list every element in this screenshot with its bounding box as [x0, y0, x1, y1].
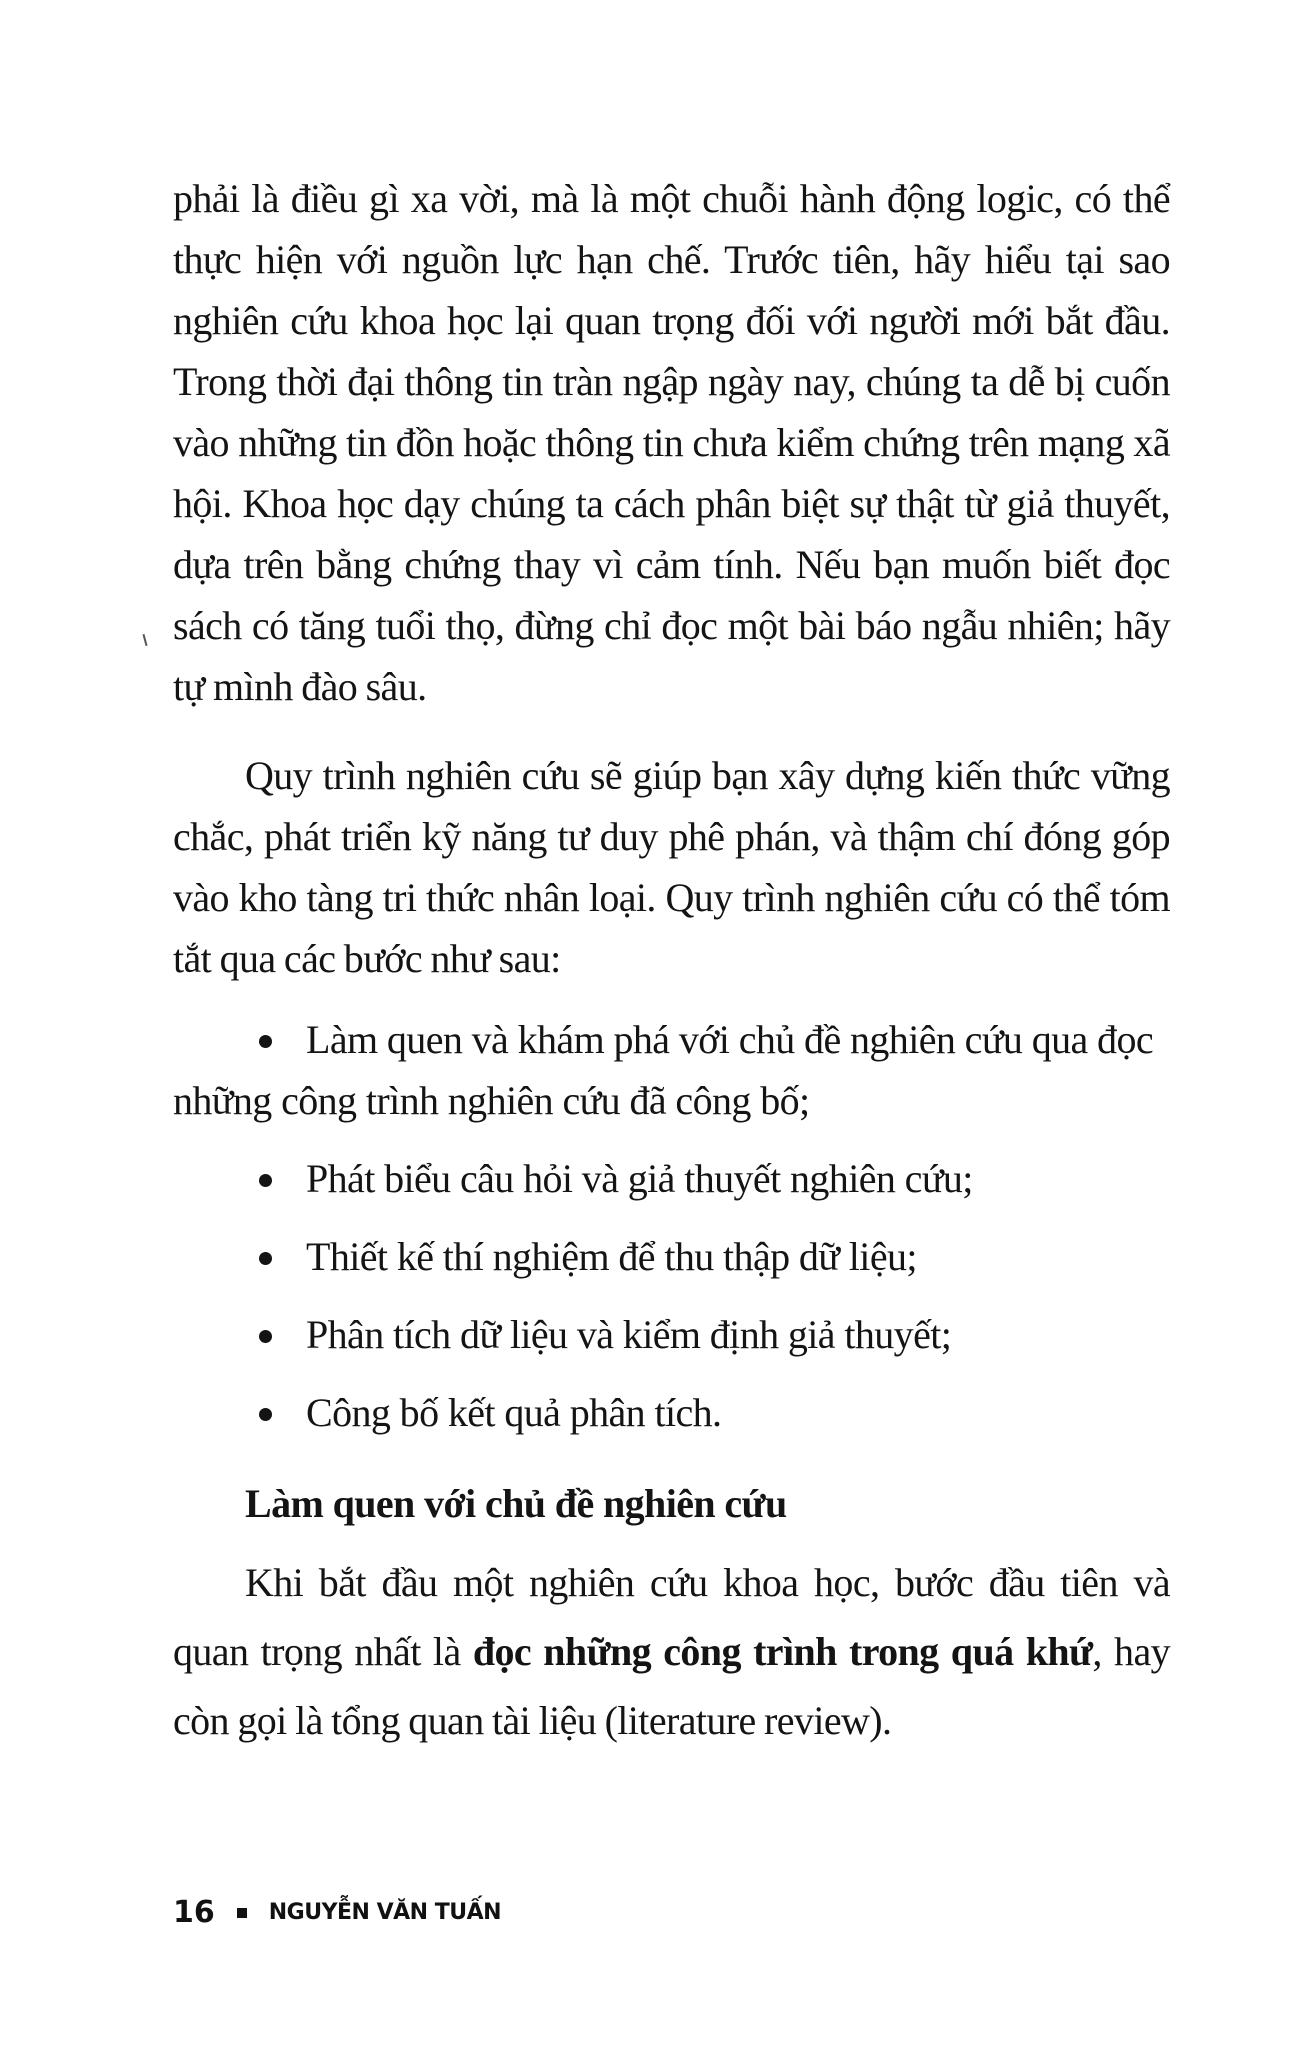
bullet-icon	[259, 1035, 272, 1048]
list-item	[173, 1009, 1170, 1131]
list-item-text: Thiết kế thí nghiệm để thu thập dữ liệu;	[306, 1234, 917, 1279]
list-item-text: Phát biểu câu hỏi và giả thuyết nghiên cứu;	[306, 1156, 973, 1201]
book-page	[173, 168, 1170, 1755]
section-heading: Làm quen với chủ đề nghiên cứu	[245, 1481, 787, 1526]
list-item	[173, 1226, 1170, 1287]
paragraph-text: , hay còn gọi là tổng quan tài liệu (literature review).	[173, 1629, 1171, 1743]
body-paragraph-1: phải là điều gì xa vời, mà là một chuỗi hành động logic, có thể thực hiện với nguồn lực hạn chế. Trước tiên, hãy hiểu tại sao nghiên cứu khoa học lại quan trọng đối với người mới bắt đầu. Trong thời đại thông tin tràn ngập ngày nay, chúng ta dễ bị cuốn vào những tin đồn hoặc thông tin chưa kiểm chứng trên mạng xã hội. Khoa học dạy chúng ta cách phân biệt sự thật từ giả thuyết, dựa trên bằng chứng thay vì cảm tính. Nếu bạn muốn biết đọc sách có tăng tuổi thọ, đừng chỉ đọc một bài báo ngẫu nhiên; hãy tự mình đào sâu.	[173, 176, 1170, 709]
list-item	[173, 1148, 1170, 1209]
list-item-text: Công bố kết quả phân tích.	[306, 1390, 722, 1435]
square-separator-icon	[237, 1908, 247, 1918]
author-name: NGUYỄN VĂN TUẤN	[268, 1900, 502, 1925]
margin-mark	[142, 634, 147, 646]
bullet-icon	[259, 1174, 272, 1187]
bullet-icon	[259, 1408, 272, 1421]
body-paragraph-2: Quy trình nghiên cứu sẽ giúp bạn xây dựng kiến thức vững chắc, phát triển kỹ năng tư duy phê phán, và thậm chí đóng góp vào kho tàng tri thức nhân loại. Quy trình nghiên cứu có thể tóm tắt qua các bước như sau:	[173, 753, 1170, 981]
list-item	[173, 1382, 1170, 1443]
list-item	[173, 1304, 1170, 1365]
body-paragraph-3	[173, 1548, 1170, 1755]
list-item-text: Làm quen và khám phá với chủ đề nghiên cứu qua đọc những công trình nghiên cứu đã công bố;	[173, 1017, 1154, 1123]
bullet-icon	[259, 1252, 272, 1265]
paragraph-text: Khi bắt đầu một nghiên cứu khoa học, bước đầu tiên và quan trọng nhất là	[173, 1560, 1170, 1674]
page-number: 16	[173, 1895, 215, 1930]
bold-emphasis: đọc những công trình trong quá khứ	[472, 1629, 1093, 1674]
page-footer	[173, 1895, 501, 1930]
bullet-icon	[259, 1330, 272, 1343]
research-steps-list	[173, 1009, 1170, 1443]
list-item-text: Phân tích dữ liệu và kiểm định giả thuyết;	[306, 1312, 952, 1357]
